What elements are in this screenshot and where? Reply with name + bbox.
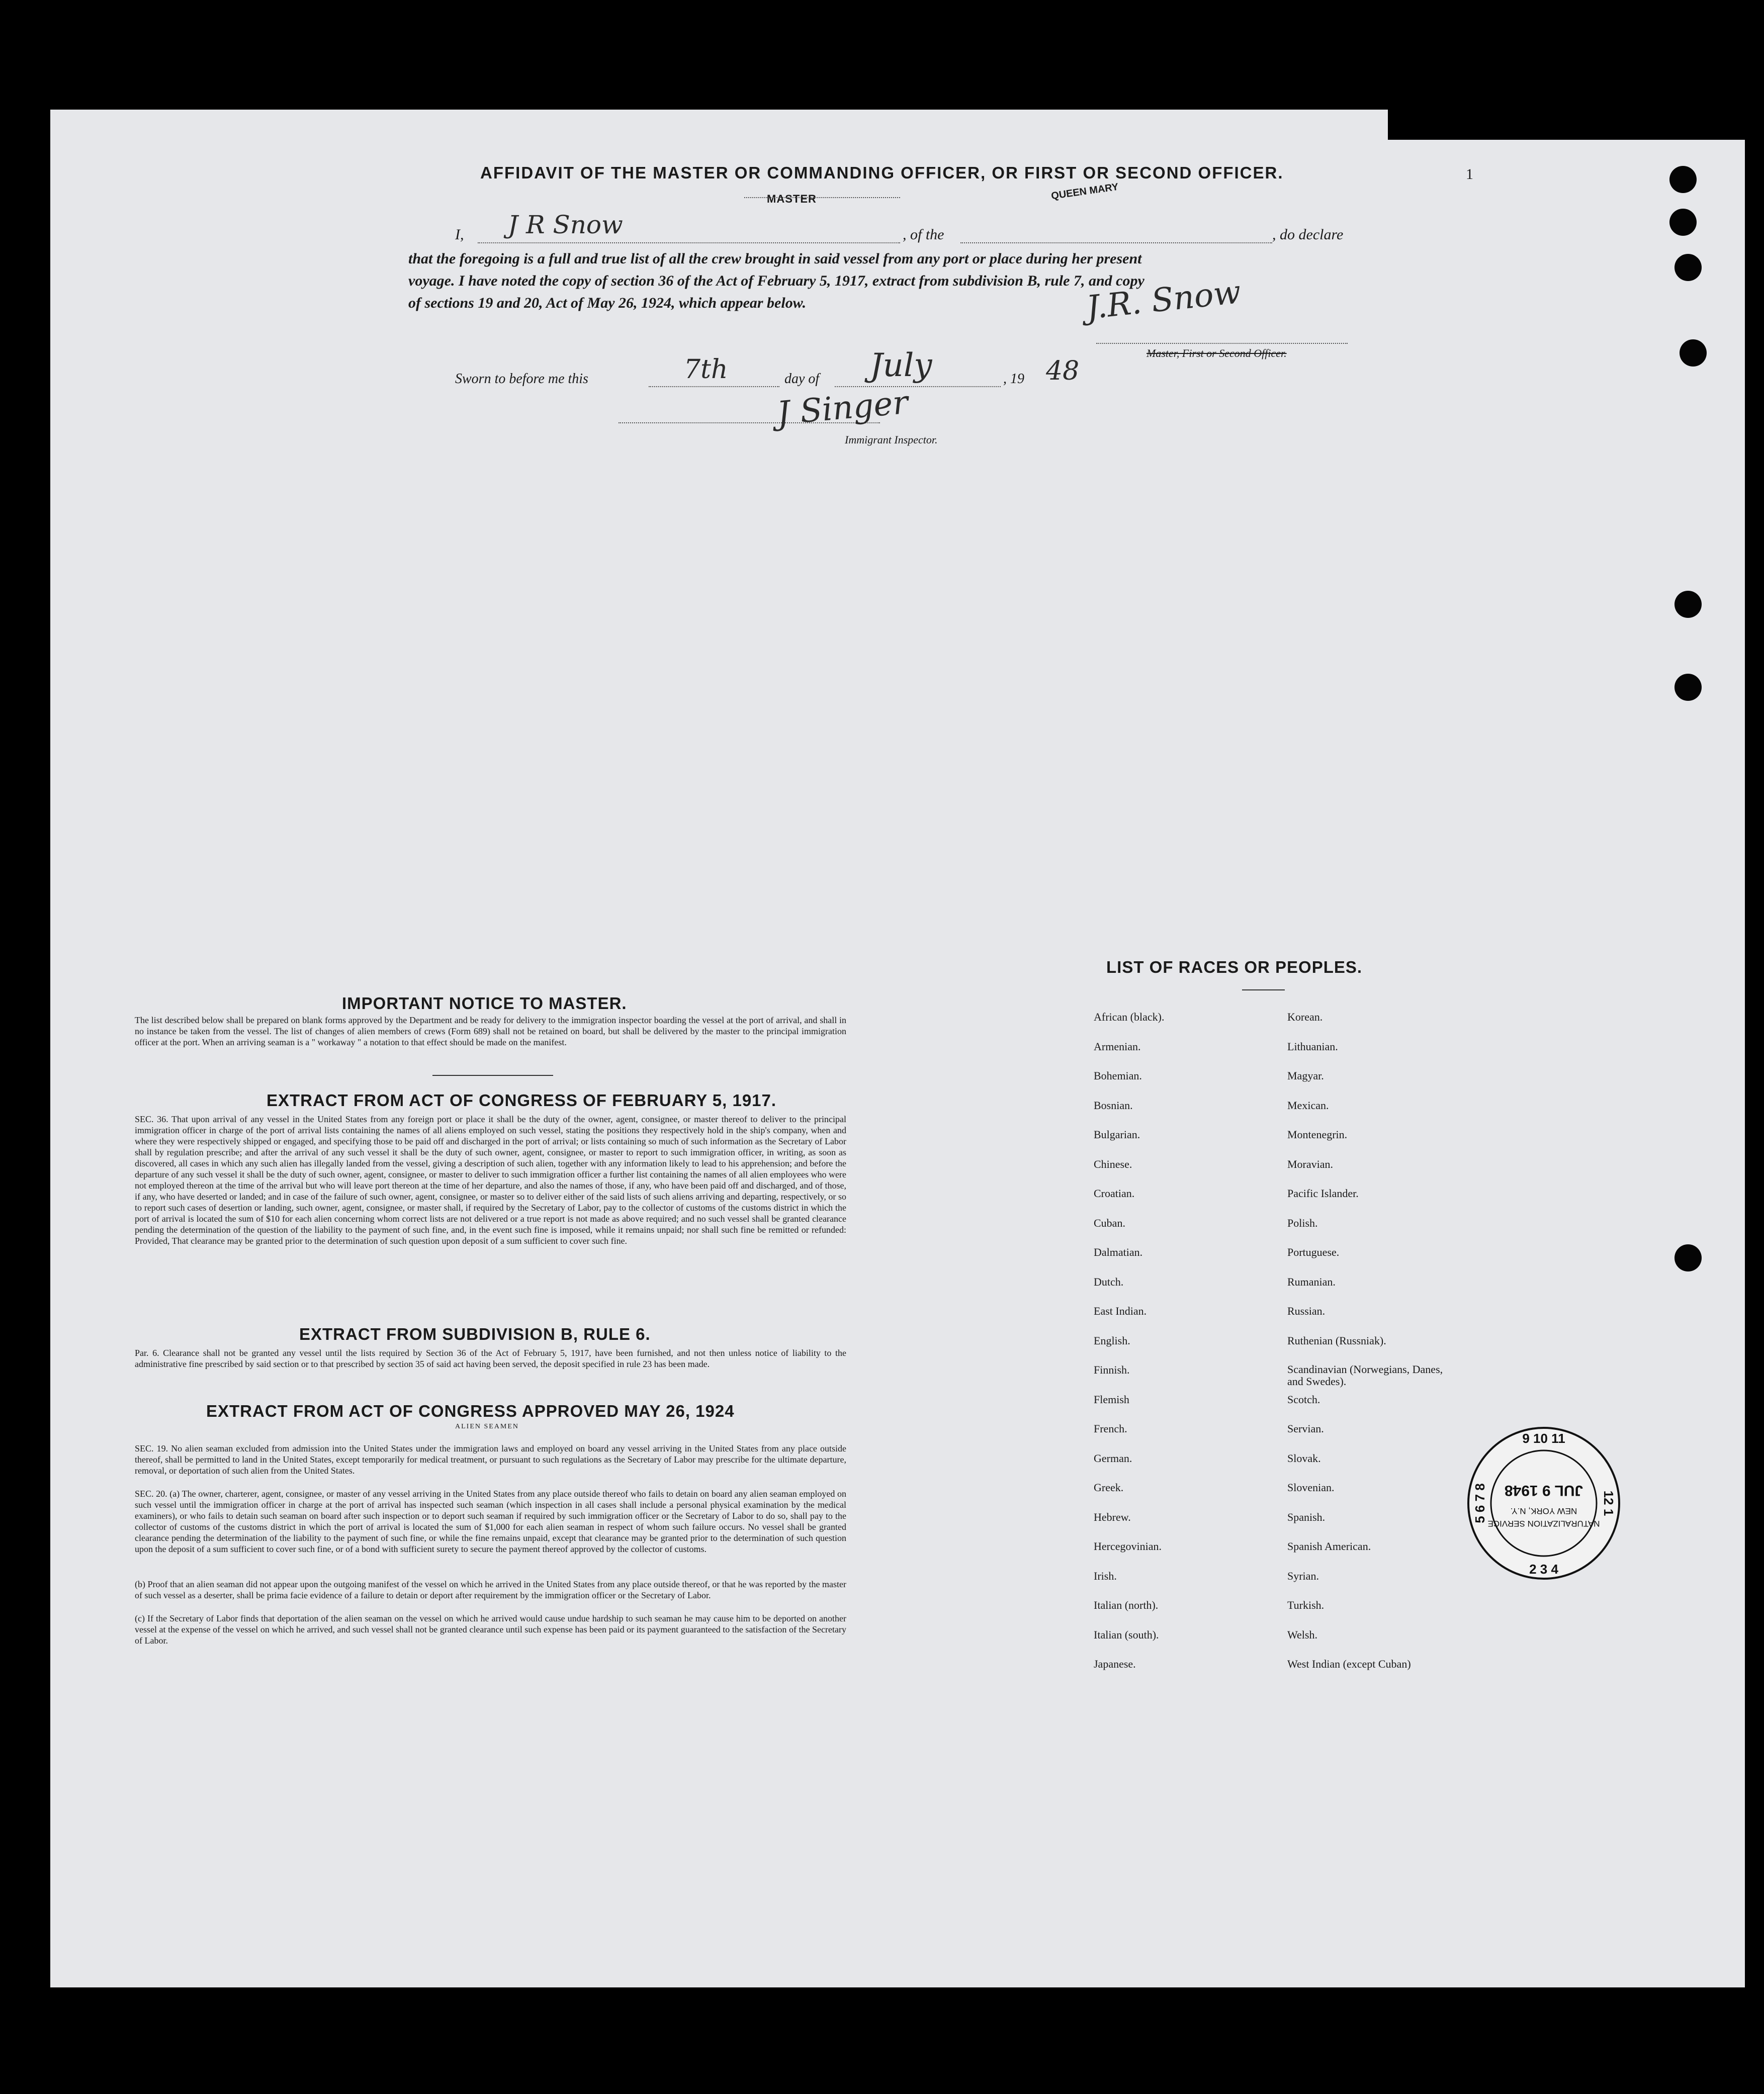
declaration-line-1: that the foregoing is a full and true list of all the crew brought in said vessel from any port or place during her present — [408, 250, 1142, 267]
race-item: French. — [1094, 1422, 1127, 1435]
extract-1924-heading: EXTRACT FROM ACT OF CONGRESS APPROVED MAY 26, 1924 — [206, 1402, 735, 1420]
race-item: Croatian. — [1094, 1187, 1135, 1200]
svg-text:2 3 4: 2 3 4 — [1529, 1562, 1558, 1577]
binder-hole — [1669, 209, 1697, 236]
declaration-line-2: voyage. I have noted the copy of section 36 of the Act of February 5, 1917, extract from subdivision B, rule 7, and copy — [408, 272, 1144, 289]
year-prefix: , 19 — [1003, 371, 1024, 387]
binder-hole — [1674, 591, 1702, 618]
race-item: Scandinavian (Norwegians, Danes, and Swedes). — [1287, 1363, 1443, 1388]
year-handwritten: 48 — [1046, 356, 1080, 386]
rule6-heading: EXTRACT FROM SUBDIVISION B, RULE 6. — [299, 1325, 651, 1343]
do-declare-label: , do declare — [1272, 226, 1344, 243]
sec20b-text: (b) Proof that an alien seaman did not appear upon the outgoing manifest of the vessel on which he arrived in the United States from any place outside thereof, or that he was reported by the master of such vessel as a deserter, shall be prima facie evidence of a failure to detain or deport after requirement by the immigration officer or the Secretary of Labor. — [135, 1579, 846, 1600]
race-item: Syrian. — [1287, 1569, 1319, 1582]
sec20c-text: (c) If the Secretary of Labor finds that deportation of the alien seaman on the vessel on which he arrived would cause undue hardship to such seaman he may cause him to be deported on another vessel at the expense of the vessel on which he arrived, and such vessel shall not be granted clearance until such expense has been paid or its payment guaranteed to the satisfaction of the Secretary of Labor. — [135, 1613, 846, 1646]
alien-seamen-subheading: ALIEN SEAMEN — [455, 1423, 519, 1430]
race-item: Spanish. — [1287, 1510, 1326, 1523]
sec20a-text: SEC. 20. (a) The owner, charterer, agent, consignee, or master of any vessel arriving in the United States from any place outside thereof who fails to detain on board any alien seaman employed on such vessel until the immigration officer in charge at the port of arrival has inspected such seaman (which inspection in all cases shall include a personal physical examination by the medical examiners), or who fails to detain such seaman on board after such inspection or to deport such seaman if required by such immigration officer or the Secretary of Labor to do so, shall pay to the collector of customs of the customs district in which the port of arrival is located the sum of $1,000 for each alien seaman in respect of whom such failure occurs. No vessel shall be granted clearance pending the determination of the liability to the payment of such fine, or while the fine remains unpaid, except that clearance may be granted prior to the determination of such question upon the deposit of a sum sufficient to cover such fine, or of a bond with sufficient surety to secure the payment thereof approved by the collector of customs. — [135, 1489, 846, 1554]
race-item: Armenian. — [1094, 1040, 1141, 1053]
race-item: Portuguese. — [1287, 1246, 1340, 1258]
date-stamp — [1463, 1423, 1624, 1584]
race-item: English. — [1094, 1334, 1130, 1347]
race-item: Finnish. — [1094, 1363, 1130, 1376]
name-line — [478, 242, 900, 243]
day-of-label: day of — [784, 371, 820, 387]
stamp-line2: NEW YORK, N.Y. — [1510, 1506, 1577, 1516]
race-item: Slovak. — [1287, 1451, 1321, 1465]
race-item: Mexican. — [1287, 1099, 1329, 1112]
i-prefix: I, — [455, 226, 464, 243]
svg-text:12 1: 12 1 — [1601, 1490, 1616, 1516]
race-item: Moravian. — [1287, 1157, 1334, 1170]
race-item: Ruthenian (Russniak). — [1287, 1334, 1386, 1347]
race-item: West Indian (except Cuban) — [1287, 1658, 1411, 1670]
race-item: Dutch. — [1094, 1275, 1124, 1288]
race-item: Japanese. — [1094, 1658, 1136, 1670]
race-item: Montenegrin. — [1287, 1128, 1348, 1141]
race-item: Italian (south). — [1094, 1628, 1159, 1641]
race-item: Hebrew. — [1094, 1510, 1131, 1523]
race-item: Slovenian. — [1287, 1481, 1335, 1494]
page-number: 1 — [1466, 166, 1473, 183]
day-handwritten: 7th — [684, 354, 728, 385]
stamp-line1: NATURALIZATION SERVICE — [1487, 1519, 1600, 1528]
race-item: Bohemian. — [1094, 1069, 1142, 1082]
race-item: Dalmatian. — [1094, 1246, 1143, 1258]
svg-text:9 10 11: 9 10 11 — [1522, 1431, 1565, 1446]
races-divider — [1242, 989, 1285, 990]
race-item: Pacific Islander. — [1287, 1187, 1359, 1200]
race-item: Greek. — [1094, 1481, 1124, 1494]
of-the-label: , of the — [903, 226, 944, 243]
race-item: Welsh. — [1287, 1628, 1317, 1641]
binder-hole — [1674, 674, 1702, 701]
race-item: Spanish American. — [1287, 1540, 1371, 1553]
svg-text:5 6 7 8: 5 6 7 8 — [1472, 1483, 1487, 1523]
vessel-line — [960, 242, 1272, 243]
race-item: African (black). — [1094, 1011, 1165, 1023]
race-item: Cuban. — [1094, 1216, 1125, 1229]
rule6-text: Par. 6. Clearance shall not be granted any vessel until the lists required by Section 36 of the Act of February 5, 1917, have been furnished, and not then unless notice of liability to the administrative fine prescribed by said section or to that prescribed by section 35 of said act having been served, the deposit specified in rule 23 has been made. — [135, 1348, 846, 1369]
affidavit-title: AFFIDAVIT OF THE MASTER OR COMMANDING OFFICER, OR FIRST OR SECOND OFFICER. — [480, 163, 1284, 182]
races-heading: LIST OF RACES OR PEOPLES. — [1106, 958, 1363, 976]
extract-1917-text: SEC. 36. That upon arrival of any vessel in the United States from any foreign port or place it shall be the duty of the owner, agent, consignee, or master thereof to deliver to the principal immigration officer in charge of the port of arrival lists containing the names of all aliens employed on such vessel, stating the positions they respectively hold in the ship's company, when and where they were respectively shipped or engaged, and specifying those to be paid off and discharged in the port of arrival; or lists containing so much of such information as the Secretary of Labor shall by regulation prescribe; and after the arrival of any such vessel it shall be the duty of such owner, agent, consignee, or master to report to such immigration officer, in writing, as soon as discovered, all cases in which any such alien has illegally landed from the vessel, giving a description of such alien, together with any information likely to lead to his apprehension; and before the departure of any such vessel it shall be the duty of such owner, agent, consignee, or master to deliver to such immigration officer a further list containing the names of all alien employees who were not employed thereon at the time of the arrival but who will leave port thereon at the time of her departure, and also the names of those, if any, who have been paid off and discharged, and of those, if any, who have deserted or landed; and in case of the failure of such owner, agent, consignee, or master so to deliver either of the said lists of such aliens arriving and departing, respectively, or so to report such cases of desertion or landing, such owner, agent, consignee, or master shall, if required by the Secretary of Labor, pay to the collector of customs of the customs district in which the port of arrival is located the sum of $10 for each alien concerning whom correct lists are not delivered or a true report is not made as above required; and no such vessel shall be granted clearance pending the determination of the question of the liability to the payment of such fine, and, in the event such fine is imposed, while it remains unpaid; nor shall such fine be remitted or refunded: Provided, That clearance may be granted prior to the determination of such question upon deposit of a sum sufficient to cover such fine. — [135, 1114, 847, 1246]
binder-hole — [1669, 166, 1697, 193]
master-signature: J.R. Snow — [1084, 274, 1243, 327]
race-item: Chinese. — [1094, 1157, 1132, 1170]
race-item: Servian. — [1287, 1422, 1324, 1435]
race-item: Italian (north). — [1094, 1599, 1159, 1611]
race-item: Magyar. — [1287, 1069, 1324, 1082]
race-item: Turkish. — [1287, 1599, 1325, 1611]
race-item: Korean. — [1287, 1011, 1323, 1023]
race-item: Flemish — [1094, 1393, 1129, 1406]
race-item: Russian. — [1287, 1305, 1326, 1317]
notice-heading: IMPORTANT NOTICE TO MASTER. — [342, 994, 627, 1013]
race-item: Lithuanian. — [1287, 1040, 1338, 1053]
day-line — [649, 386, 779, 387]
month-line — [835, 386, 1001, 387]
race-item: Bulgarian. — [1094, 1128, 1140, 1141]
torn-edge — [1388, 110, 1745, 140]
binder-hole — [1680, 339, 1707, 367]
divider — [432, 1075, 553, 1076]
race-item: Scotch. — [1287, 1393, 1320, 1406]
binder-hole — [1674, 1244, 1702, 1271]
sworn-text: Sworn to before me this — [455, 371, 588, 387]
month-handwritten: July — [870, 347, 932, 384]
notice-text: The list described below shall be prepared on blank forms approved by the Department and be ready for delivery to the immigration inspector boarding the vessel at the port of arrival, and shall in no instance be taken from the vessel. The list of changes of alien members of crews (Form 689) shall not be retained on board, but shall be delivered by the master to the principal immigration officer at the port. When an arriving seaman is a " workaway " a notation to that effect should be made on the manifest. — [135, 1015, 846, 1047]
vessel-stamp: QUEEN MARY — [1050, 181, 1119, 202]
master-name-handwritten: J R Snow — [508, 210, 623, 239]
declaration-line-3: of sections 19 and 20, Act of May 26, 1924, which appear below. — [408, 295, 807, 311]
stamp-date: JUL 9 1948 — [1504, 1482, 1583, 1499]
race-item: Irish. — [1094, 1569, 1117, 1582]
inspector-signature: J Singer — [775, 384, 910, 433]
race-item: Hercegovinian. — [1094, 1540, 1162, 1553]
role-rule — [744, 197, 900, 198]
race-item: Bosnian. — [1094, 1099, 1133, 1112]
signature-line — [1096, 343, 1348, 344]
race-item: German. — [1094, 1451, 1132, 1465]
inspector-caption: Immigrant Inspector. — [845, 433, 938, 446]
race-item: Polish. — [1287, 1216, 1318, 1229]
master-caption: Master, First or Second Officer. — [1146, 347, 1287, 359]
sec19-text: SEC. 19. No alien seaman excluded from admission into the United States under the immigration laws and employed on board any vessel arriving in the United States from any place outside thereof, shall be permitted to land in the United States, except temporarily for medical treatment, or pursuant to such regulations as the Secretary of Labor may prescribe for the ultimate departure, removal, or deportation of such alien from the United States. — [135, 1443, 846, 1476]
binder-hole — [1674, 254, 1702, 281]
role-label: MASTER — [767, 193, 817, 205]
race-item: Rumanian. — [1287, 1275, 1336, 1288]
extract-1917-heading: EXTRACT FROM ACT OF CONGRESS OF FEBRUARY 5, 1917. — [267, 1091, 777, 1110]
race-item: East Indian. — [1094, 1305, 1147, 1317]
